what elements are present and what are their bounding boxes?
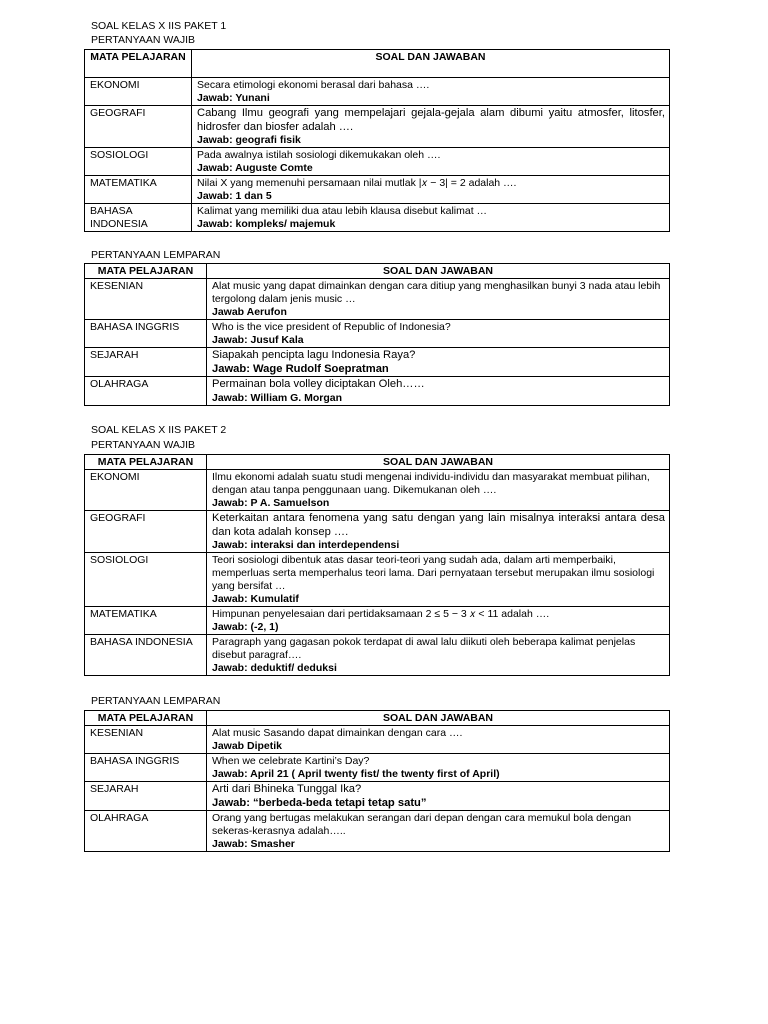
subject-cell: MATEMATIKA	[85, 607, 207, 635]
table-row	[85, 811, 670, 852]
qa-cell	[192, 204, 670, 232]
question-text: Alat music yang dapat dimainkan dengan cara ditiup yang menghasilkan bunyi 3 nada atau lebih tergolong dalam jenis music …	[212, 280, 661, 305]
answer-text: Jawab Aerufon	[212, 306, 287, 318]
subject-cell: BAHASA INDONESIA	[85, 204, 192, 232]
paket2-lemparan-label: PERTANYAAN LEMPARAN	[91, 695, 221, 707]
subject-cell: OLAHRAGA	[85, 377, 207, 406]
question-text: Cabang Ilmu geografi yang mempelajari gejala-gejala alam dibumi yaitu atmosfer, litosfer, hidrosfer dan biosfer adalah ….	[197, 107, 665, 133]
table-header-row	[85, 264, 670, 279]
qa-cell	[207, 511, 670, 553]
qa-cell	[207, 635, 670, 676]
subject-cell: BAHASA INGGRIS	[85, 320, 207, 348]
subject-cell: KESENIAN	[85, 279, 207, 320]
subject-cell: EKONOMI	[85, 470, 207, 511]
header-qa: SOAL DAN JAWABAN	[207, 455, 670, 470]
table-row	[85, 320, 670, 348]
answer-text: Jawab: Auguste Comte	[197, 162, 313, 174]
paket1-wajib-label: PERTANYAAN WAJIB	[91, 34, 196, 46]
subject-cell: OLAHRAGA	[85, 811, 207, 852]
qa-cell	[207, 348, 670, 377]
table-header-row	[85, 455, 670, 470]
question-text: Paragraph yang gagasan pokok terdapat di awal lalu diikuti oleh beberapa kalimat penjelas disebut paragraf….	[212, 636, 636, 661]
table-row	[85, 511, 670, 553]
question-text: Secara etimologi ekonomi berasal dari bahasa ….	[197, 79, 430, 91]
qa-cell	[192, 148, 670, 176]
table-row	[85, 470, 670, 511]
subject-cell: SEJARAH	[85, 348, 207, 377]
qa-cell	[207, 782, 670, 811]
table-header-row	[85, 711, 670, 726]
subject-cell: BAHASA INGGRIS	[85, 754, 207, 782]
qa-cell	[192, 78, 670, 106]
question-text: When we celebrate Kartini’s Day?	[212, 755, 370, 767]
paket1-lemparan-table	[84, 263, 670, 406]
question-text: Nilai X yang memenuhi persamaan nilai mutlak |𝑥 − 3| = 2 adalah ….	[197, 177, 517, 189]
answer-text: Jawab: Smasher	[212, 838, 295, 850]
paket2-lemparan-table	[84, 710, 670, 852]
qa-cell	[192, 106, 670, 148]
qa-cell	[207, 470, 670, 511]
subject-cell: BAHASA INDONESIA	[85, 635, 207, 676]
header-subject: MATA PELAJARAN	[85, 264, 207, 279]
subject-cell: EKONOMI	[85, 78, 192, 106]
table-row	[85, 607, 670, 635]
question-text: Siapakah pencipta lagu Indonesia Raya?	[212, 349, 416, 361]
table-row	[85, 148, 670, 176]
table-row	[85, 279, 670, 320]
answer-text: Jawab: geografi fisik	[197, 134, 301, 146]
qa-cell	[207, 377, 670, 406]
answer-text: Jawab: Kumulatif	[212, 593, 299, 605]
question-text: Keterkaitan antara fenomena yang satu dengan yang lain misalnya interaksi antara desa dan kota adalah konsep ….	[212, 512, 665, 538]
table-row	[85, 176, 670, 204]
answer-text: Jawab: deduktif/ deduksi	[212, 662, 337, 674]
header-subject: MATA PELAJARAN	[85, 711, 207, 726]
qa-cell	[207, 553, 670, 607]
table-header-row	[85, 50, 670, 78]
qa-cell	[207, 811, 670, 852]
qa-cell	[207, 754, 670, 782]
question-text: Who is the vice president of Republic of Indonesia?	[212, 321, 451, 333]
answer-text: Jawab: “berbeda-beda tetapi tetap satu”	[212, 796, 427, 809]
question-text: Arti dari Bhineka Tunggal Ika?	[212, 783, 362, 795]
subject-cell: SEJARAH	[85, 782, 207, 811]
header-subject: MATA PELAJARAN	[85, 50, 192, 78]
subject-cell: SOSIOLOGI	[85, 553, 207, 607]
answer-text: Jawab: William G. Morgan	[212, 391, 343, 404]
answer-text: Jawab: (-2, 1)	[212, 621, 279, 633]
question-text: Alat music Sasando dapat dimainkan dengan cara ….	[212, 727, 463, 739]
answer-text: Jawab: Yunani	[197, 92, 270, 104]
answer-text: Jawab: April 21 ( April twenty fist/ the twenty first of April)	[212, 768, 500, 780]
qa-cell	[207, 320, 670, 348]
paket2-wajib-label: PERTANYAAN WAJIB	[91, 439, 196, 451]
answer-text: Jawab Dipetik	[212, 740, 283, 752]
table-row	[85, 106, 670, 148]
answer-text: Jawab: interaksi dan interdependensi	[212, 539, 400, 551]
table-row	[85, 553, 670, 607]
answer-text: Jawab: P A. Samuelson	[212, 497, 330, 509]
subject-cell: GEOGRAFI	[85, 511, 207, 553]
header-qa: SOAL DAN JAWABAN	[207, 264, 670, 279]
paket2-wajib-table	[84, 454, 670, 676]
subject-cell: GEOGRAFI	[85, 106, 192, 148]
table-row	[85, 635, 670, 676]
table-row	[85, 348, 670, 377]
question-text: Teori sosiologi dibentuk atas dasar teori-teori yang sudah ada, dalam arti memperbaiki, memperluas serta memperhalus teori lama. Dari pernyataan tersebut merupakan ilmu sosiologi yang bersifat …	[212, 554, 655, 592]
header-qa: SOAL DAN JAWABAN	[192, 50, 670, 78]
answer-text: Jawab: 1 dan 5	[197, 190, 272, 202]
question-text: Kalimat yang memiliki dua atau lebih klausa disebut kalimat …	[197, 205, 488, 217]
question-text: Himpunan penyelesaian dari pertidaksamaan 2 ≤ 5 − 3 𝑥 < 11 adalah ….	[212, 608, 550, 620]
question-text: Orang yang bertugas melakukan serangan dari depan dengan cara memukul bola dengan sekeras-kerasnya adalah…..	[212, 812, 632, 837]
subject-cell: MATEMATIKA	[85, 176, 192, 204]
qa-cell	[207, 607, 670, 635]
subject-cell: KESENIAN	[85, 726, 207, 754]
table-row	[85, 782, 670, 811]
paket1-lemparan-label: PERTANYAAN LEMPARAN	[91, 249, 221, 261]
paket2-title: SOAL KELAS X IIS PAKET 2	[91, 424, 227, 436]
table-row	[85, 754, 670, 782]
answer-text: Jawab: Wage Rudolf Soepratman	[212, 362, 389, 375]
paket1-title: SOAL KELAS X IIS PAKET 1	[91, 20, 227, 32]
question-text: Ilmu ekonomi adalah suatu studi mengenai individu-individu dan masyarakat membuat pilihan, dengan atau tanpa penggunaan uang. Dikemukanan oleh ….	[212, 471, 650, 496]
qa-cell	[207, 726, 670, 754]
question-text: Permainan bola volley diciptakan Oleh……	[212, 378, 425, 390]
table-row	[85, 726, 670, 754]
qa-cell	[192, 176, 670, 204]
table-row	[85, 377, 670, 406]
answer-text: Jawab: kompleks/ majemuk	[197, 218, 336, 230]
question-text: Pada awalnya istilah sosiologi dikemukakan oleh ….	[197, 149, 441, 161]
table-row	[85, 78, 670, 106]
header-qa: SOAL DAN JAWABAN	[207, 711, 670, 726]
table-row	[85, 204, 670, 232]
qa-cell	[207, 279, 670, 320]
answer-text: Jawab: Jusuf Kala	[212, 334, 304, 346]
paket1-wajib-table	[84, 49, 670, 232]
header-subject: MATA PELAJARAN	[85, 455, 207, 470]
subject-cell: SOSIOLOGI	[85, 148, 192, 176]
